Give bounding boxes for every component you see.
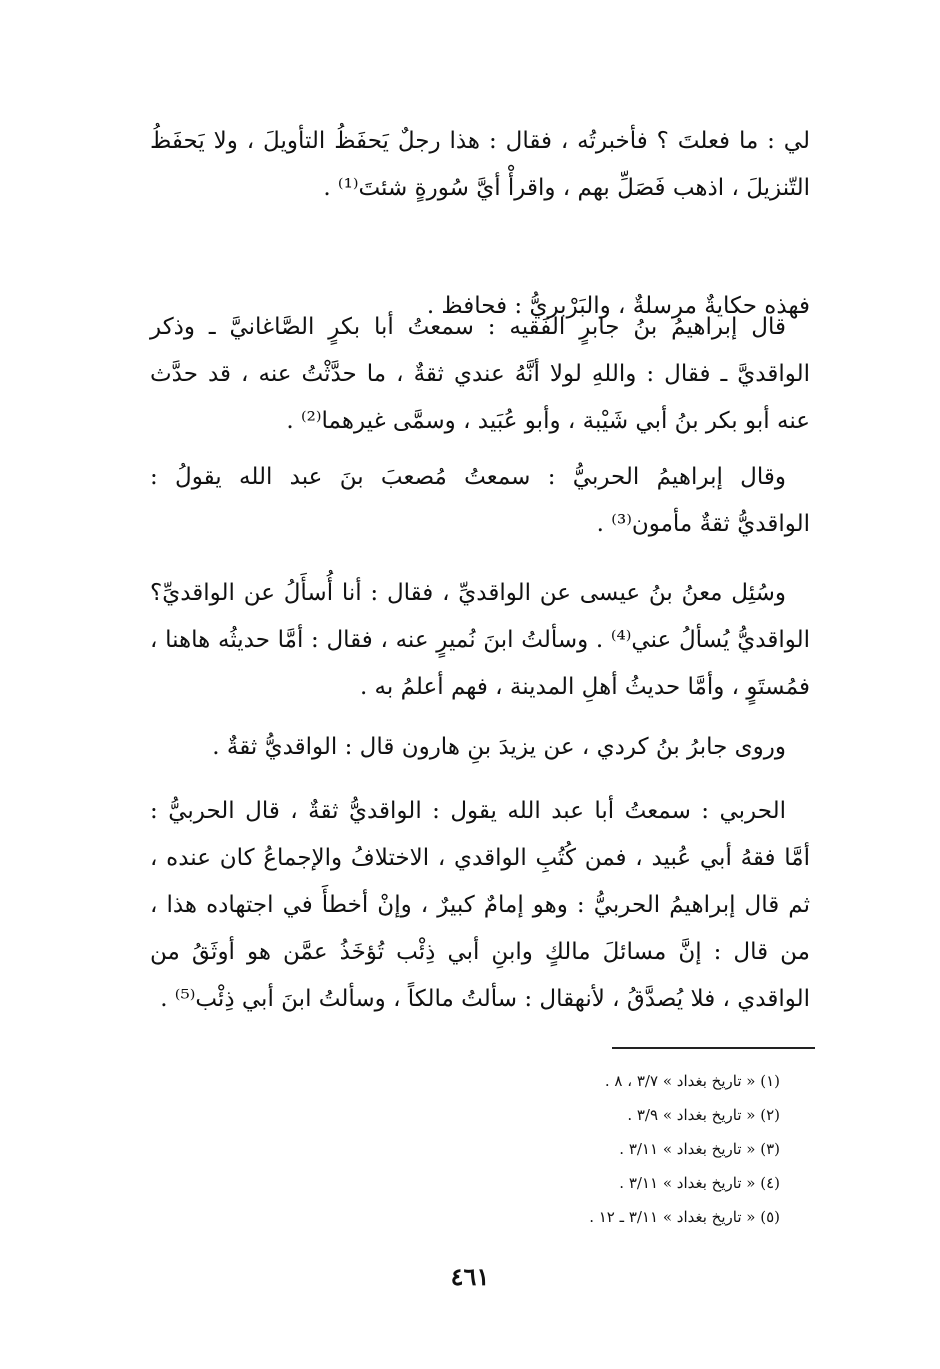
footnote: (٤) « تاريخ بغداد » ٣/١١ . <box>619 1174 780 1192</box>
paragraph-1 <box>150 118 810 212</box>
text-line: وسُئِل معنُ بنُ عيسى عن الواقديِّ ، فقال : أنا أُسأَلُ عن الواقديِّ؟ <box>150 580 786 606</box>
text-line: الواقديُّ ثقةٌ مأمون⁽³⁾ . <box>596 511 810 537</box>
paragraph-5 <box>150 570 810 711</box>
text-line: عنه أبو بكر بنُ أبي شَيْبة ، وأبو عُبَيد ، وسمَّى غيرهما⁽²⁾ . <box>286 408 810 434</box>
text-line: وقال إبراهيمُ الحربيُّ : سمعتُ مُصعبَ بنَ عبد الله يقولُ : <box>150 464 786 490</box>
text-line: التّنزيلَ ، اذهب فَصَلِّ بهم ، واقرأْ أيَّ سُورةٍ شئتَ⁽¹⁾ . <box>323 175 810 201</box>
text-line: الواقديَّ ـ فقال : واللهِ لولا أنَّهُ عندي ثقةٌ ، ما حدَّثْتُ عنه ، قد حدَّث <box>150 361 810 387</box>
text-line: وروى جابرُ بنُ كردي ، عن يزيدَ بنِ هارون قال : الواقديُّ ثقةٌ . <box>212 734 786 760</box>
text-line: فهذه حكايةٌ مرسلةٌ ، والبَرْبريُّ : فحافظ . <box>426 293 810 319</box>
paragraph-3 <box>150 304 810 445</box>
page-number: ٤٦١ <box>450 1262 490 1291</box>
text-line: فمُستَوٍ ، وأمَّا حديثُ أهلِ المدينة ، فهم أعلمُ به . <box>359 674 810 700</box>
text-line: من قال : إنَّ مسائلَ مالكٍ وابنِ أبي ذِئْب تُؤخَذُ عمَّن هو أوثَقُ من <box>150 939 810 965</box>
text-line: قال إبراهيمُ بنُ جابرٍ الفَقيه : سمعتُ أبا بكرٍ الصَّاغانيَّ ـ وذكر <box>150 314 786 340</box>
text-line: الحربي : سمعتُ أبا عبد الله يقول : الواقديُّ ثقةٌ ، قال الحربيُّ : <box>150 798 786 824</box>
body-text <box>150 118 810 1018</box>
text-line: الواقدي ، فلا يُصدَّقُ ، لأنهقال : سألتُ مالكاً ، وسألتُ ابنَ أبي ذِئْب⁽⁵⁾ . <box>160 986 810 1012</box>
footnote: (١) « تاريخ بغداد » ٣/٧ ، ٨ . <box>604 1072 780 1090</box>
paragraph-4 <box>150 454 810 548</box>
footnote-separator <box>612 1047 815 1049</box>
text-line: ثم قال إبراهيمُ الحربيُّ : وهو إمامٌ كبيرٌ ، وإنْ أخطأَ في اجتهاده هذا ، <box>150 892 810 918</box>
text-line: أمَّا فقهُ أبي عُبيد ، فمن كُتُبِ الواقدي ، الاختلافُ والإجماعُ كان عنده ، <box>150 845 810 871</box>
footnote: (٣) « تاريخ بغداد » ٣/١١ . <box>619 1140 780 1158</box>
footnote: (٢) « تاريخ بغداد » ٣/٩ . <box>627 1106 780 1124</box>
paragraph-6 <box>150 724 810 771</box>
text-line: الواقديُّ يُسألُ عني⁽⁴⁾ . وسألتُ ابنَ نُميرٍ عنه ، فقال : أمَّا حديثُه هاهنا ، <box>150 627 810 653</box>
footnotes <box>360 1064 780 1234</box>
footnote: (٥) « تاريخ بغداد » ٣/١١ ـ ١٢ . <box>589 1208 780 1226</box>
paragraph-7 <box>150 788 810 1023</box>
text-line: لي : ما فعلتَ ؟ فأخبرتُه ، فقال : هذا رجلٌ يَحفَظُ التأويلَ ، ولا يَحفَظُ <box>150 128 810 154</box>
